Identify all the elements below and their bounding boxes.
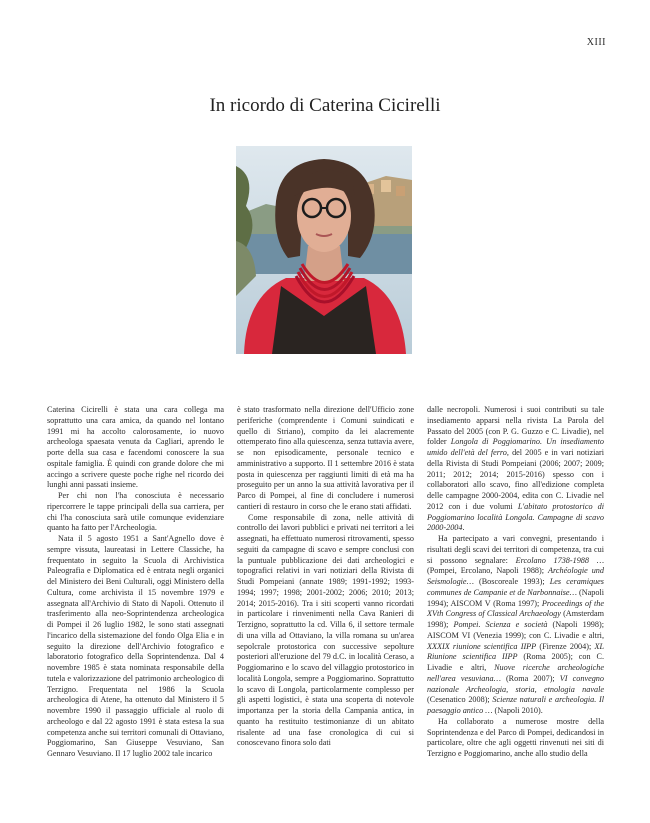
page-title: In ricordo di Caterina Cicirelli — [209, 95, 441, 116]
paragraph: dalle necropoli. Numerosi i suoi contributi su tale insediamento apparsi nella rivista La Parola del Passato del 2005 (con P. G. Guzzo e C. Livadie), nel folder Longola di Poggiomarino. Un insediamento umido dell'età del ferro, del 2005 e in vari notiziari della Rivista di Studi Pompeiani (2006; 2007; 2009; 2011; 2012; 2014; 2015-2016) spesso con i collaboratori allo scavo, fino all'edizione completa delle campagne 2000-2004, edita con C. Livadie nel 2012 con i due volumi L'abitato protostorico di Poggiomarino località Longola. Campagne di scavo 2000-2004. — [427, 405, 604, 533]
memorial-text — [47, 405, 604, 760]
paragraph: Per chi non l'ha conosciuta è necessario ripercorrere le tappe principali della sua carriera, per chi l'ha conosciuta sarà utile comunque evidenziare quanto ha fatto per l'Archeologia. — [47, 491, 224, 533]
portrait-illustration — [236, 146, 412, 354]
portrait-photo — [236, 146, 412, 354]
paragraph: Ha collaborato a numerose mostre della Soprintendenza e del Parco di Pompei, dedicandosi in particolare, oltre che agli oggetti rinvenuti nei siti di Terzigno e Poggiomarino, anche allo studio della — [427, 716, 604, 758]
text-column-3 — [427, 405, 604, 760]
paragraph: Come responsabile di zona, nelle attività di controllo dei lavori pubblici e privati nei territori a lei assegnati, ha effettuato numerosi ritrovamenti, spesso seguiti da campagne di scavo e sempre conclusi con la puntuale pubblicazione dei dati archeologici e topografici relativi in vari notiziari della Rivista di Studi Pompeiani (annate 1989; 1991-1992; 1993-1994; 1997; 1998; 2001-2002; 2006; 2010; 2013; 2014; 2015-2016). Tra i siti scoperti vanno ricordati in particolare i rinvenimenti nella Cava Ranieri di Terzigno, soprattutto la cd. Villa 6, il settore termale di una villa ad Ottaviano, la villa romana su un'area sepolcrale protostorica con successive sepolture posteriori all'eruzione del 79 d.C. in località Ceraso, a Poggiomarino e lo scavo del villaggio protostorico in località Longola, sempre a Poggiomarino. Soprattutto lo scavo di Longola, particolarmente complesso per gli aspetti logistici, è stata una scoperta di notevole importanza per la storia della Campania antica, in quanto ha restituito testimonianze di un abitato risalente ad una fase cronologica di cui si conoscevano finora solo dati — [237, 512, 414, 748]
paragraph: Caterina Cicirelli è stata una cara collega ma soprattutto una cara amica, da quando nel lontano 1991 mi ha accolto calorosamente, io nuovo archeologa spaesata venuta da Cagliari, aprendo le porte della sua casa e facendomi conoscere la sua ospitale famiglia. È quindi con grande dolore che mi accingo a scrivere queste poche righe nel ricordo dei lunghi anni passati insieme. — [47, 405, 224, 490]
paragraph: Ha partecipato a vari convegni, presentando i risultati degli scavi dei territori di competenza, tra cui si possono segnalare: Ercolano 1738-1988 … (Pompei, Ercolano, Napoli 1988); Archéologie und Seismologie… (Boscoreale 1993); Les ceramiques communes de Campanie et de Narbonnaise… (Napoli 1994); AISCOM V (Roma 1997); Proceedings of the XVth Congress of Classical Archaeology (Amsterdam 1998); Pompei. Scienza e società (Napoli 1998); AISCOM VI (Venezia 1999); con C. Livadie e altri, XXXIX riunione scientifica IIPP (Firenze 2004); XL Riunione scientifica IIPP (Roma 2005); con C. Livadie e altri, Nuove ricerche archeologiche nell'area vesuviana… (Roma 2007); VI convegno nazionale Archeologia, storia, etnologia navale (Cesenatico 2008); Scienze naturali e archeologia. Il paesaggio antico … (Napoli 2010). — [427, 534, 605, 715]
paragraph: è stato trasformato nella direzione dell'Ufficio zone periferiche (comprendente i Comuni suindicati e quello di Striano), compito da lei alacremente ottemperato fino alla quiescenza, senza tuttavia avere, se non episodicamente, personale tecnico e amministrativo a supporto. Il 1 settembre 2016 è stata posta in quiescenza per raggiunti limiti di età ma ha proseguito per un anno la sua attività lavorativa per il Parco di Pompei, al fine di concludere i numerosi cantieri di restauro in corso che le erano stati affidati. — [237, 405, 414, 511]
page-number: XIII — [586, 37, 606, 48]
paragraph: Nata il 5 agosto 1951 a Sant'Agnello dove è sempre vissuta, laureatasi in Lettere Classiche, ha frequentato in seguito la Scuola di Archivistica Paleografia e Diplomatica ed è entrata negli organici del Ministero dei Beni Culturali, oggi Ministero della Cultura, come archivista il 15 novembre 1979 e assegnata all'Archivio di Stato di Napoli. Ottenuto il trasferimento alla neo-Soprintendenza archeologica di Pompei il 26 luglio 1982, le sono stati assegnati l'incarico della sistemazione del fondo Olga Elia e in seguito la direzione dell'Archivio fotografico e laboratorio fotografico della Soprintendenza. Dal 4 novembre 1985 è stata nominata responsabile della tutela e valorizzazione del patrimonio archeologico di Terzigno. Frequentata nel 1986 la Scuola archeologica di Atene, ha ottenuto dal Ministero il 5 novembre 1990 il passaggio ufficiale al ruolo di archeologo e dal 22 agosto 1991 è stata estesa la sua competenza anche sui territori comunali di Ottaviano, Poggiomarino, San Giuseppe Vesuviano, San Gennaro Vesuviano. Il 17 luglio 2002 tale incarico — [47, 534, 224, 758]
text-column-1 — [47, 405, 224, 760]
text-column-2 — [237, 405, 414, 760]
